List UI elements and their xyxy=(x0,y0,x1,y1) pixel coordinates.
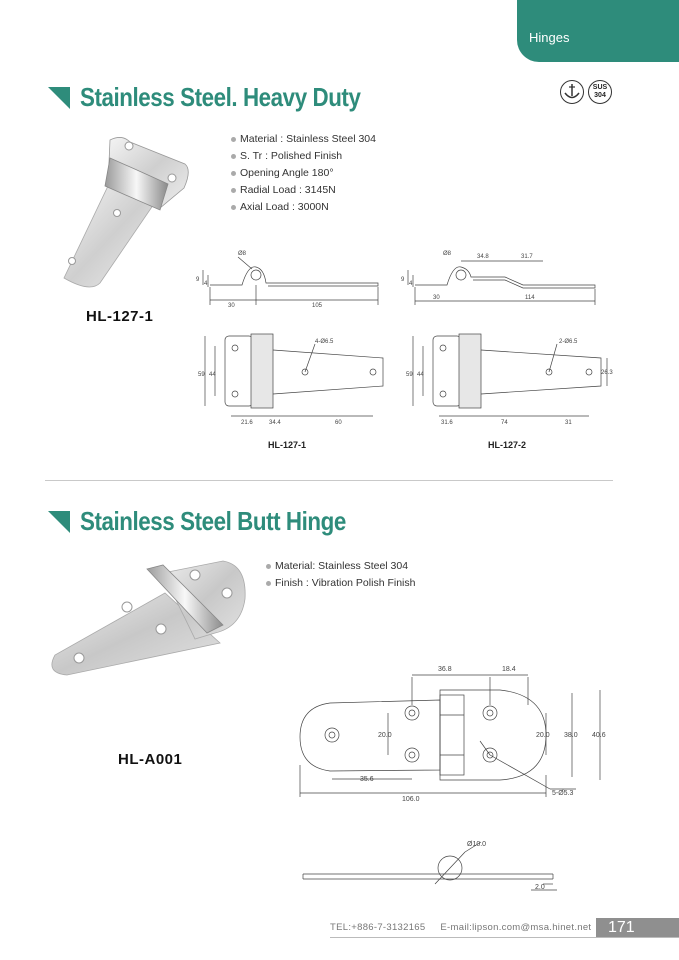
grade-label: 304 xyxy=(594,92,606,99)
dim-text: 21.6 xyxy=(241,420,253,426)
dim-text: 4 xyxy=(204,281,208,287)
spec-item: Finish : Vibration Polish Finish xyxy=(266,575,415,592)
section-divider xyxy=(45,480,613,481)
dim-text: 2-Ø6.5 xyxy=(559,339,578,345)
hl-127-1-product-image xyxy=(50,128,200,298)
dim-text: 36.8 xyxy=(438,666,452,673)
section2-spec-list xyxy=(266,558,415,592)
spec-item: S. Tr : Polished Finish xyxy=(231,148,376,165)
dim-text: 31.6 xyxy=(441,420,453,426)
dim-text: Ø10.0 xyxy=(467,841,487,848)
dim-text: Ø8 xyxy=(238,251,247,257)
dim-text: 59 xyxy=(198,372,205,378)
anchor-icon xyxy=(560,80,584,104)
category-tab xyxy=(517,0,679,62)
dim-text: 74 xyxy=(501,420,508,426)
dim-text: 106.0 xyxy=(402,796,420,803)
heading-triangle-icon xyxy=(48,87,70,109)
dim-text: 40.6 xyxy=(592,732,606,739)
contact-footer xyxy=(330,922,591,933)
section2-heading xyxy=(48,506,389,537)
dim-text: 60 xyxy=(335,420,342,426)
dim-text: 4-Ø6.5 xyxy=(315,339,334,345)
hl-127-2-top-drawing xyxy=(405,328,615,433)
email-text: E-mail:lipson.com@msa.hinet.net xyxy=(440,922,592,933)
dim-text: 2.0 xyxy=(535,884,545,891)
spec-item: Material: Stainless Steel 304 xyxy=(266,558,415,575)
sus304-badge xyxy=(588,80,612,104)
section1-spec-list xyxy=(231,131,376,216)
dim-text: 18.4 xyxy=(502,666,516,673)
spec-item: Radial Load : 3145N xyxy=(231,182,376,199)
hl-127-1-side-drawing xyxy=(190,245,390,315)
dim-text: 20.0 xyxy=(536,732,550,739)
hl-a001-product-image xyxy=(45,555,255,685)
hl-127-1-top-drawing xyxy=(195,328,395,433)
dim-text: 34.4 xyxy=(269,420,281,426)
section1-heading xyxy=(48,82,406,113)
section2-title: Stainless Steel Butt Hinge xyxy=(80,506,346,536)
dim-text: 20.0 xyxy=(378,732,392,739)
certification-badges xyxy=(560,80,612,104)
hl-a001-side-drawing xyxy=(295,832,565,894)
dim-text: 4 xyxy=(409,281,413,287)
dim-text: 30 xyxy=(433,295,440,301)
dim-text: 31.7 xyxy=(521,254,533,260)
dim-text: 114 xyxy=(525,295,535,301)
drawing-label: HL-127-2 xyxy=(488,440,527,450)
dim-text: Ø8 xyxy=(443,251,452,257)
dim-text: 30 xyxy=(228,303,235,309)
section2-model-number: HL-A001 xyxy=(118,751,183,768)
dim-text: 34.8 xyxy=(477,254,489,260)
drawing-label: HL-127-1 xyxy=(268,440,307,450)
spec-item: Axial Load : 3000N xyxy=(231,199,376,216)
dim-text: 9 xyxy=(196,277,200,283)
dim-text: 31 xyxy=(565,420,572,426)
page-number-box xyxy=(596,918,679,938)
dim-text: 59 xyxy=(406,372,413,378)
dim-text: 44 xyxy=(209,372,216,378)
dim-text: 35.6 xyxy=(360,776,374,783)
spec-item: Material : Stainless Steel 304 xyxy=(231,131,376,148)
dim-text: 26.3 xyxy=(601,370,613,376)
hl-a001-top-drawing xyxy=(290,655,620,810)
dim-text: 44 xyxy=(417,372,424,378)
sus-label: SUS xyxy=(592,84,608,91)
dim-text: 5-Ø5.3 xyxy=(552,790,574,797)
hl-127-2-side-drawing xyxy=(395,245,605,315)
page-number: 171 xyxy=(608,919,635,936)
footer-rule xyxy=(330,937,679,938)
heading-triangle-icon xyxy=(48,511,70,533)
category-tab-label: Hinges xyxy=(529,30,570,45)
dim-text: 105 xyxy=(312,303,323,309)
dim-text: 38.0 xyxy=(564,732,578,739)
spec-item: Opening Angle 180° xyxy=(231,165,376,182)
dim-text: 9 xyxy=(401,277,405,283)
phone-text: TEL:+886-7-3132165 xyxy=(330,922,426,933)
section1-title: Stainless Steel. Heavy Duty xyxy=(80,82,361,112)
section1-model-number: HL-127-1 xyxy=(86,308,154,325)
